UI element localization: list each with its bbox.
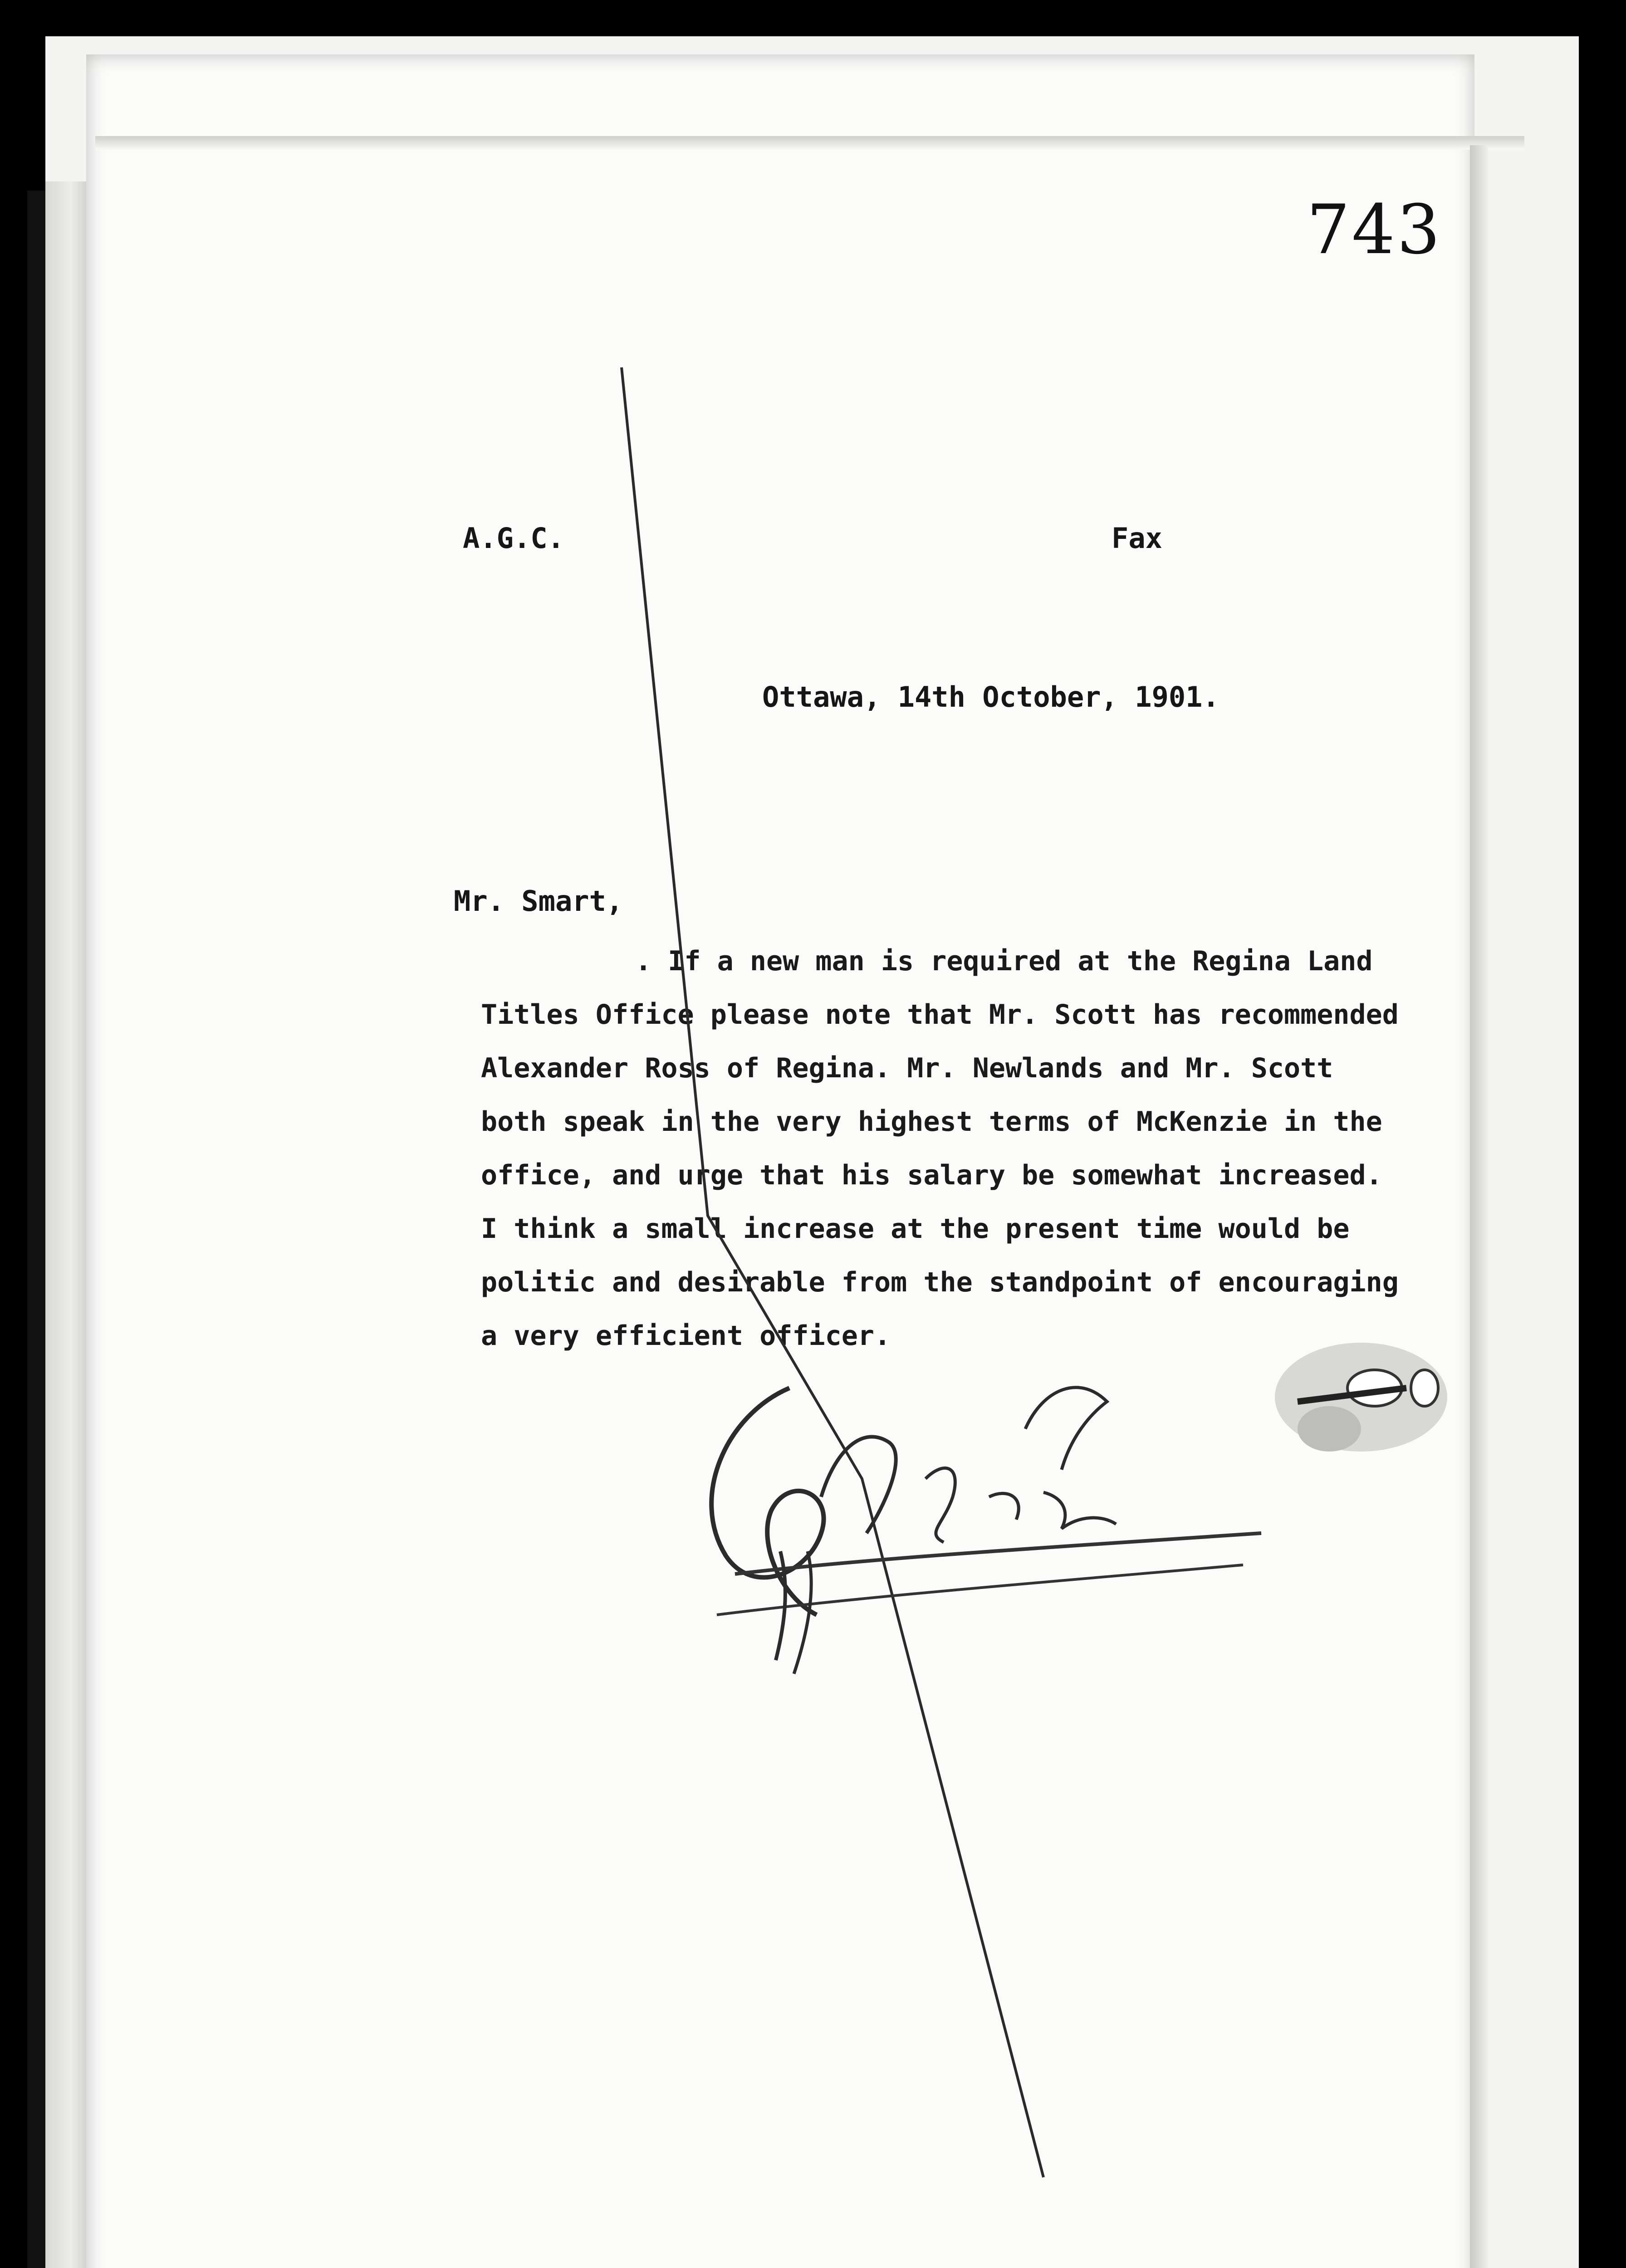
header-initials: A.G.C. bbox=[463, 522, 564, 555]
page-number: 743 bbox=[1307, 191, 1442, 269]
body-line: office, and urge that his salary be somewhat increased. bbox=[481, 1159, 1382, 1191]
body-line: . If a new man is required at the Regina Land bbox=[635, 945, 1373, 977]
salutation: Mr. Smart, bbox=[454, 885, 623, 918]
body-line: Titles Office please note that Mr. Scott has recommended bbox=[481, 999, 1399, 1031]
header-fax: Fax bbox=[1112, 522, 1162, 555]
body-line: Alexander Ross of Regina. Mr. Newlands and Mr. Scott bbox=[481, 1052, 1333, 1084]
body-line: both speak in the very highest terms of McKenzie in the bbox=[481, 1106, 1382, 1138]
date-line: Ottawa, 14th October, 1901. bbox=[762, 680, 1220, 714]
paper-clip-fastener bbox=[1270, 1325, 1461, 1470]
signature-image bbox=[671, 1361, 1307, 1678]
body-line: I think a small increase at the present time would be bbox=[481, 1213, 1350, 1245]
body-line: politic and desirable from the standpoint of encouraging bbox=[481, 1266, 1399, 1298]
body-line: a very efficient officer. bbox=[481, 1320, 891, 1352]
